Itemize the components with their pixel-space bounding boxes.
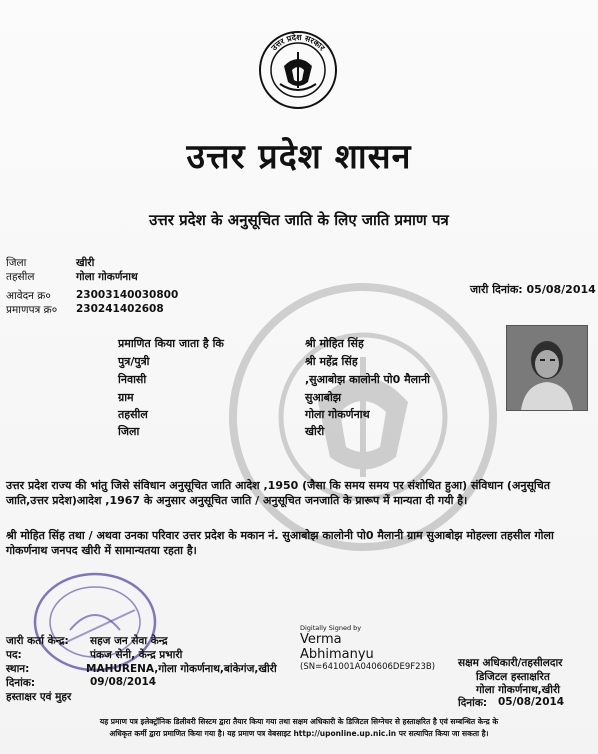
issuing-center-label: जारी कर्ता केन्द्र: (6, 635, 69, 647)
application-label: आवेदन क्र० (6, 290, 51, 302)
date-label: दिनांक: (6, 677, 36, 689)
details-district-label: जिला (118, 425, 140, 438)
post-value: पंकज सेनी, केन्द्र प्रभारी (90, 649, 183, 661)
issue-date (470, 282, 596, 297)
issue-date-value: 05/08/2014 (526, 283, 596, 296)
emblem-ring-text (258, 30, 338, 110)
svg-text:उत्तर प्रदेश सरकार (269, 32, 327, 53)
footer-note-line2-a: अधिकृत कर्मी द्वारा प्रमाणित किया गया है। यह प्रमाण पत्र वेबसाइट (109, 729, 291, 738)
verification-url[interactable]: http://uponline.up.nic.in (293, 729, 397, 738)
emblem-text: उत्तर प्रदेश सरकार (269, 32, 327, 53)
footer-note-line1: यह प्रमाण पत्र इलेक्ट्रॉनिक डिलीवरी सिस्टम द्वारा तैयार किया गया तथा सक्षम अधिकारी के डिजिटल सिग्नेचर से हस्ताक्षरित है एवं सम्बन्धित केन्द्र के (99, 717, 499, 726)
district-value: खीरी (76, 257, 95, 269)
signer-name-line1: Verma (300, 632, 342, 647)
issue-date-label: जारी दिनांक: (470, 283, 523, 296)
issuing-center-value: सहज जन सेवा केन्द्र (90, 635, 168, 647)
details-tehsil-label: तहसील (118, 408, 148, 421)
holder-name: श्री मोहित सिंह (305, 337, 364, 350)
application-value: 230031400308​00 (76, 289, 179, 301)
person-photo-icon (507, 326, 587, 410)
officer-title: सक्षम अधिकारी/तहसीलदार (458, 657, 563, 669)
digitally-signed-label: Digitally Signed by (300, 624, 362, 632)
footer-note-line2-b: पर सत्यापित किया जा सकता है। (398, 729, 489, 738)
resident-label: निवासी (118, 373, 147, 386)
signer-serial: (SN=641001A040606DE9F23B) (300, 662, 436, 672)
signer-name-line2: Abhimanyu (300, 647, 374, 662)
details-tehsil-value: गोला गोकर्णनाथ (305, 408, 370, 421)
place-value: MAHURENA,गोला गोकर्णनाथ,बांकेगंज,खीरी (86, 663, 277, 675)
officer-date-value: 05/08/2014 (498, 696, 565, 708)
resident-value: ,सुआबोझ कालोनी पो0 मैलानी (305, 373, 430, 386)
post-label: पद: (6, 649, 22, 661)
village-value: सुआबोझ (305, 391, 342, 404)
village-label: ग्राम (118, 391, 134, 404)
footer-note-line2 (0, 728, 598, 740)
footer-note (0, 716, 598, 740)
parent-label: पुत्र/पुत्री (118, 355, 150, 368)
certificate-number-label: प्रमाणपत्र क्र० (6, 304, 58, 316)
digital-signature (300, 624, 435, 672)
residence-paragraph: श्री मोहित सिंह तथा / अथवा उनका परिवार उत्तर प्रदेश के मकान नं. सुआबोझ कालोनी पो0 मैलानी ग्राम सुआबोझ मोहल्ला तहसील गोला गोकर्णनाथ जनपद खीरी में सामान्यतया रहता है। (6, 529, 554, 557)
holder-photo (506, 325, 588, 411)
officer-place: गोला गोकर्णनाथ,खीरी (476, 684, 560, 696)
place-label: स्थान: (6, 663, 30, 675)
page-title: उत्तर प्रदेश शासन (186, 137, 412, 177)
details-district-value: खीरी (305, 425, 325, 438)
caste-paragraph: उत्तर प्रदेश राज्य की भांतु जिसे संविधान अनुसूचित जाति आदेश ,1950 (जैसा कि समय समय पर संशोधित हुआ) संविधान (अनुसूचित जाति,उत्तर प्रदेश)आदेश ,1967 के अनुसार अनुसूचित जाति / अनुसूचित जनजाति के प्रारूप में मान्यता दी गयी है। (6, 479, 551, 507)
certify-intro: प्रमाणित किया जाता है कि (118, 337, 224, 350)
certificate-subtitle: उत्तर प्रदेश के अनुसूचित जाति के लिए जाति प्रमाण पत्र (149, 211, 449, 229)
parent-value: श्री महेंद्र सिंह (305, 355, 358, 368)
certificate-number-value: 230241402608 (76, 303, 164, 315)
date-value: 09/08/2014 (90, 676, 157, 688)
officer-date-label: दिनांक: (458, 697, 488, 709)
tehsil-label: तहसील (6, 271, 35, 283)
officer-digital: डिजिटल हस्ताक्षरित (476, 671, 550, 683)
district-label: जिला (6, 257, 27, 269)
sign-stamp-label: हस्ताक्षर एवं मुहर (6, 691, 72, 703)
tehsil-value: गोला गोकर्णनाथ (76, 271, 138, 283)
